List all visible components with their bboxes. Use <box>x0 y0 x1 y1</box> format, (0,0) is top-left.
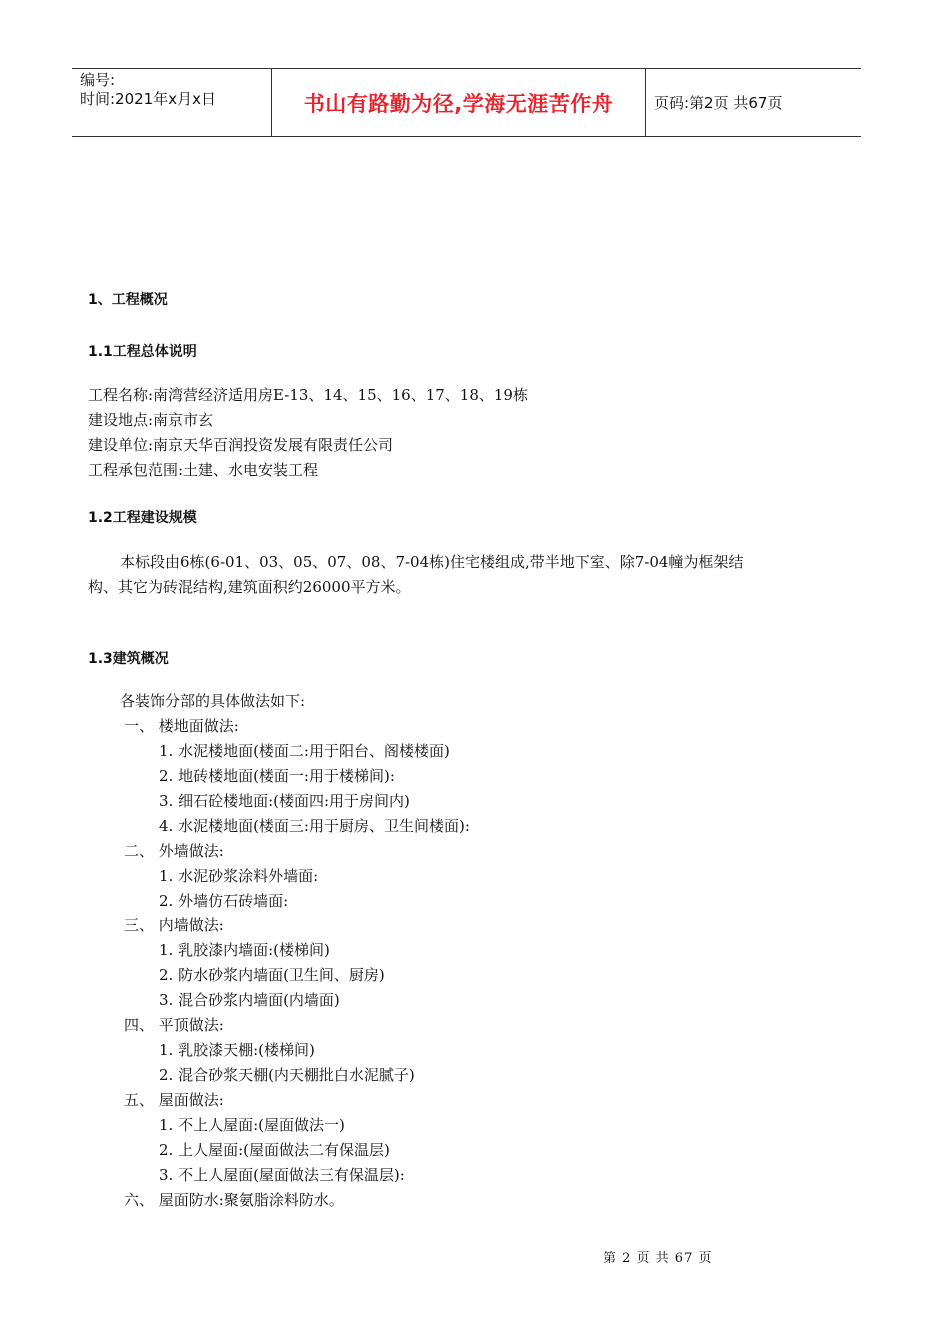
project-name-line: 工程名称:南湾营经济适用房E-13、14、15、16、17、18、19栋 <box>88 386 528 404</box>
page-header <box>72 68 861 137</box>
list-item: 3. 不上人屋面(屋面做法三有保温层): <box>159 1166 405 1184</box>
page-footer: 第 2 页 共 67 页 <box>603 1251 713 1266</box>
list-item: 2. 地砖楼地面(楼面一:用于楼梯间): <box>159 767 395 785</box>
decoration-intro: 各装饰分部的具体做法如下: <box>120 692 306 710</box>
list-item: 1. 乳胶漆天棚:(楼梯间) <box>159 1041 315 1059</box>
list-item: 2. 上人屋面:(屋面做法二有保温层) <box>159 1141 390 1159</box>
list-item: 3. 混合砂浆内墙面(内墙面) <box>159 991 340 1009</box>
header-left-cell <box>72 69 272 136</box>
group-label: 五、 屋面做法: <box>124 1091 224 1109</box>
number-label: 编号: <box>80 71 116 89</box>
section-1-title: 1、工程概况 <box>88 292 168 308</box>
list-item: 1. 乳胶漆内墙面:(楼梯间) <box>159 941 330 959</box>
scale-paragraph-line-2: 构、其它为砖混结构,建筑面积约26000平方米。 <box>88 578 411 596</box>
list-item: 1. 水泥砂浆涂料外墙面: <box>159 867 319 885</box>
project-location-line: 建设地点:南京市玄 <box>88 411 214 429</box>
group-label: 二、 外墙做法: <box>124 842 224 860</box>
list-item: 2. 混合砂浆天棚(内天棚批白水泥腻子) <box>159 1066 415 1084</box>
group-label: 四、 平顶做法: <box>124 1016 224 1034</box>
group-label: 三、 内墙做法: <box>124 916 224 934</box>
section-1-2-title: 1.2工程建设规模 <box>88 510 197 526</box>
section-1-1-title: 1.1工程总体说明 <box>88 344 197 360</box>
scale-paragraph-line-1: 本标段由6栋(6-01、03、05、07、08、7-04栋)住宅楼组成,带半地下室、除7-04幢为框架结 <box>120 553 744 571</box>
project-scope-line: 工程承包范围:土建、水电安装工程 <box>88 461 319 479</box>
list-item: 3. 细石砼楼地面:(楼面四:用于房间内) <box>159 792 410 810</box>
page-info: 页码:第2页 共67页 <box>654 94 783 112</box>
list-item: 1. 水泥楼地面(楼面二:用于阳台、阁楼楼面) <box>159 742 450 760</box>
list-item: 4. 水泥楼地面(楼面三:用于厨房、卫生间楼面): <box>159 817 470 835</box>
group-label: 六、 屋面防水:聚氨脂涂料防水。 <box>124 1191 344 1209</box>
list-item: 2. 外墙仿石砖墙面: <box>159 892 289 910</box>
section-1-3-title: 1.3建筑概况 <box>88 651 169 667</box>
list-item: 2. 防水砂浆内墙面(卫生间、厨房) <box>159 966 385 984</box>
group-label: 一、 楼地面做法: <box>124 717 239 735</box>
project-owner-line: 建设单位:南京天华百润投资发展有限责任公司 <box>88 436 394 454</box>
list-item: 1. 不上人屋面:(屋面做法一) <box>159 1116 345 1134</box>
motto: 书山有路勤为径,学海无涯苦作舟 <box>272 69 646 136</box>
time-label: 时间:2021年x月x日 <box>80 90 216 108</box>
